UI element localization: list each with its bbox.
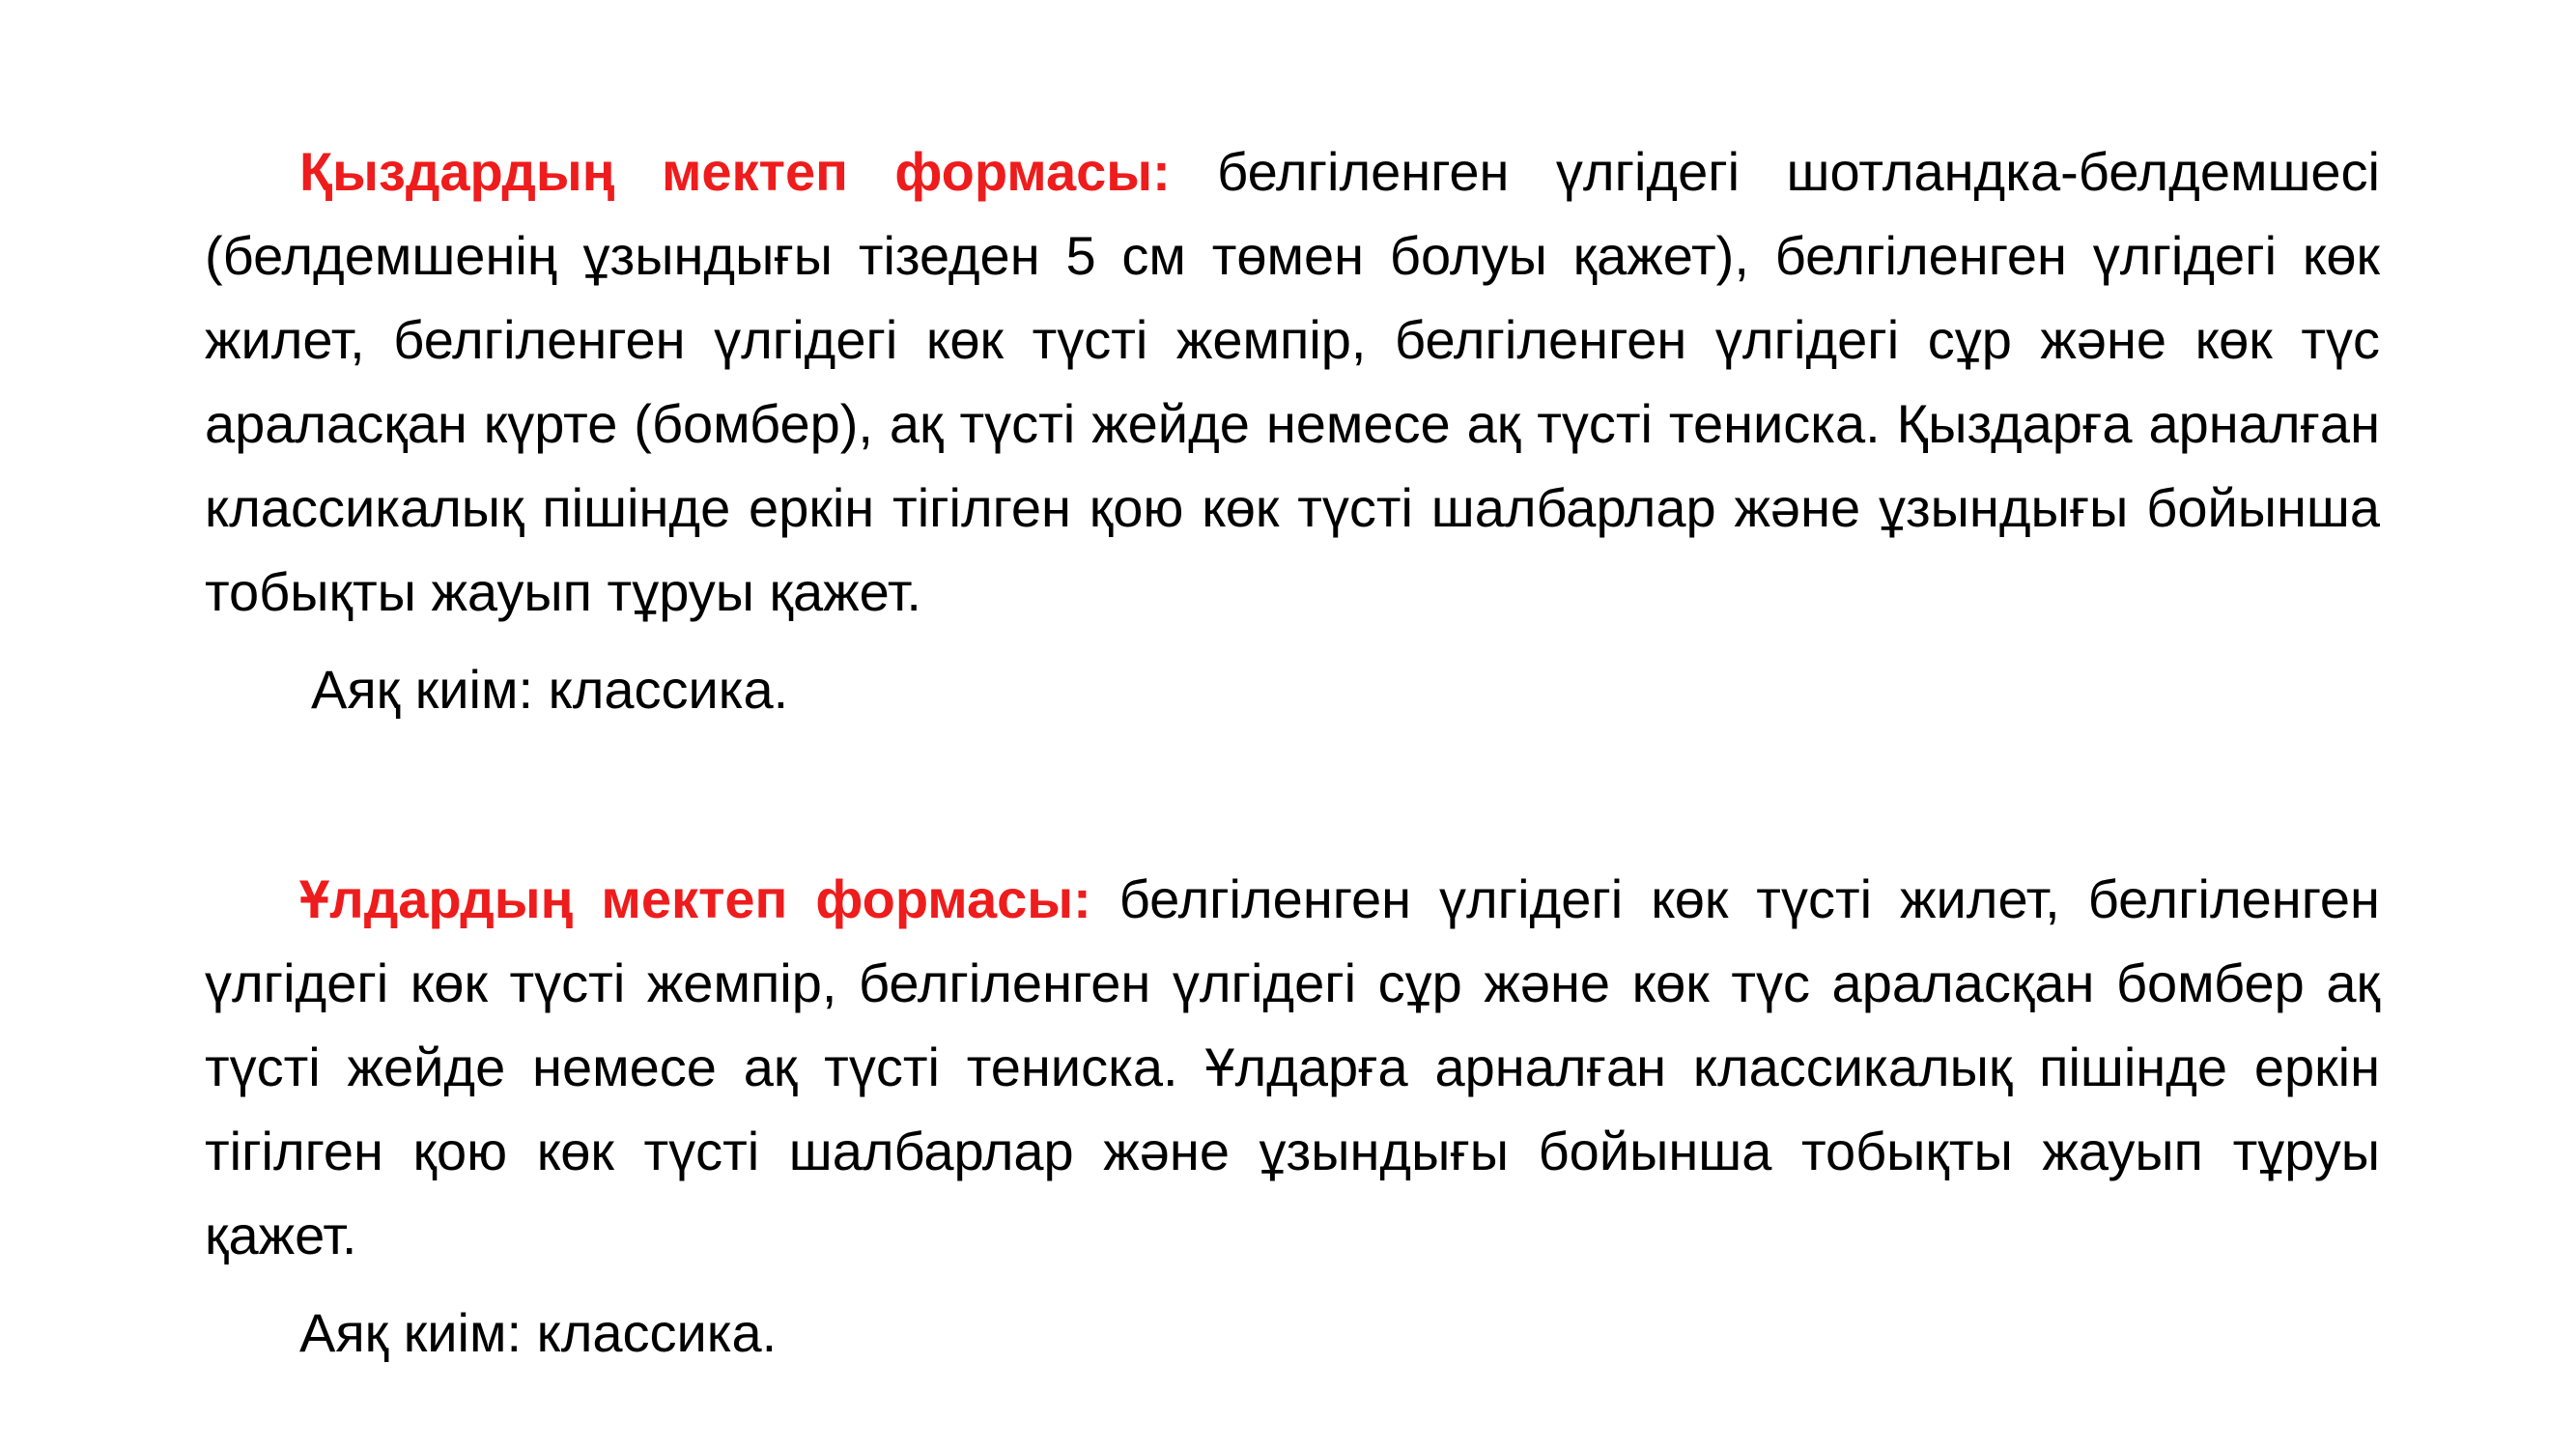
girls-uniform-heading: Қыздардың мектеп формасы: bbox=[299, 141, 1171, 202]
girls-uniform-section bbox=[205, 129, 2380, 634]
boys-shoes-line: Аяқ киім: классика. bbox=[299, 1302, 778, 1363]
boys-uniform-description: белгіленген үлгідегі көк түсті жилет, белгіленген үлгідегі көк түсті жемпір, белгіленген үлгідегі сұр және көк түс араласқан бомбер ақ түсті жейде немесе ақ түсті тениска. Ұлдарға арналған классикалық пішінде еркін тігілген қою көк түсті шалбарлар және ұзындығы бойынша тобықты жауып тұруы қажет. bbox=[205, 868, 2380, 1265]
boys-uniform-heading: Ұлдардың мектеп формасы: bbox=[299, 868, 1091, 929]
girls-uniform-description: белгіленген үлгідегі шотландка-белдемшесі (белдемшенің ұзындығы тізеден 5 см төмен болуы қажет), белгіленген үлгідегі көк жилет, белгіленген үлгідегі көк түсті жемпір, белгіленген үлгідегі сұр және көк түс араласқан күрте (бомбер), ақ түсті жейде немесе ақ түсті тениска. Қыздарға арналған классикалық пішінде еркін тігілген қою көк түсті шалбарлар және ұзындығы бойынша тобықты жауып тұруы қажет. bbox=[205, 141, 2380, 622]
boys-uniform-paragraph bbox=[205, 857, 2380, 1277]
girls-shoes-line: Аяқ киім: классика. bbox=[311, 659, 789, 720]
girls-uniform-paragraph bbox=[205, 129, 2380, 634]
boys-uniform-section bbox=[205, 857, 2380, 1277]
